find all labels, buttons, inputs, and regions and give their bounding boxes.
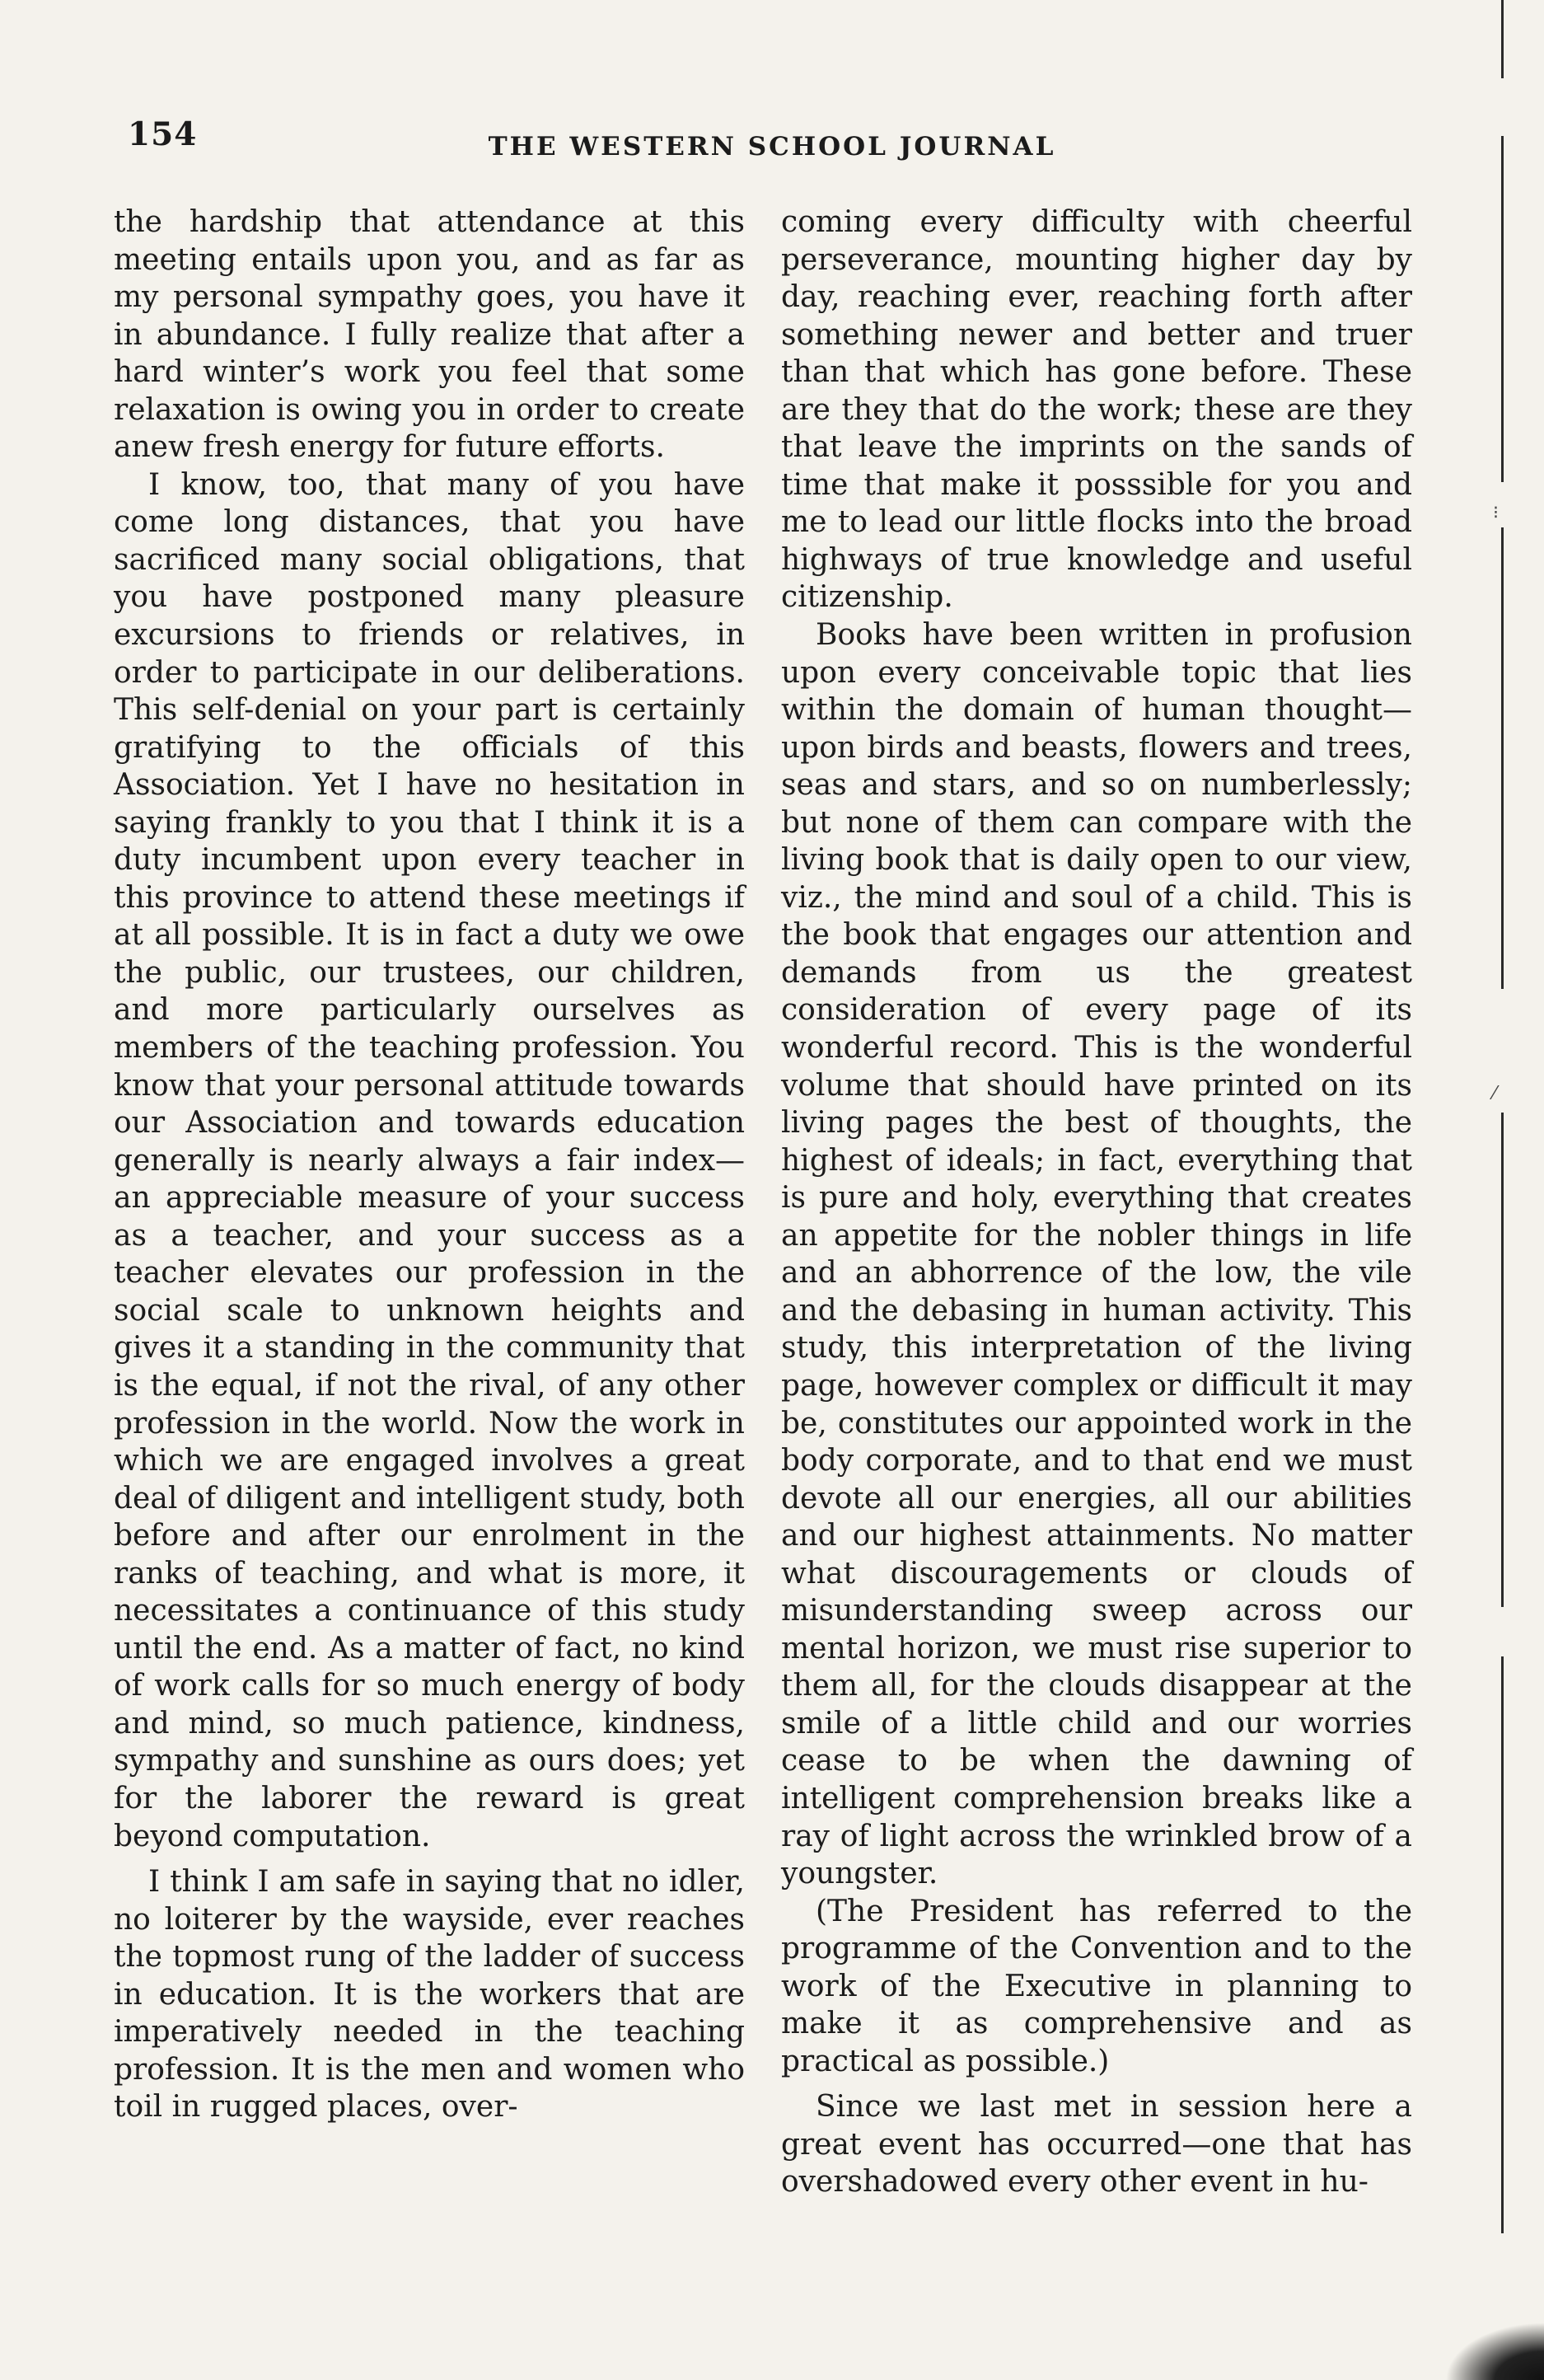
paragraph: I know, too, that many of you have come long distances, that you have sacrificed many social obligations, that you have postponed many pleasure excursions to friends or relatives, in order to participate in our deliberations. This self-denial on your part is certainly gratifying to the officials of this Association. Yet I have no hesitation in saying frankly to you that I think it is a duty incumbent upon every teacher in this province to attend these meetings if at all possible. It is in fact a duty we owe the public, our trustees, our children, and more particularly ourselves as members of the teaching profession. You know that your personal attitude towards our Association and towards education generally is nearly always a fair index—an appreciable measure of your success as a teacher, and your success as a teacher elevates our profession in the social scale to unknown heights and gives it a standing in the community that is the equal, if not the rival, of any other profession in the world. Now the work in which we are engaged involves a great deal of diligent and intelligent study, both before and after our enrolment in the ranks of teaching, and what is more, it necessitates a continuance of this study until the end. As a matter of fact, no kind of work calls for so much energy of body and mind, so much patience, kindness, sympathy and sunshine as ours does; yet for the laborer the reward is great beyond computation. <box>114 467 745 1853</box>
binding-edge-line <box>1501 0 1504 78</box>
paragraph: Books have been written in profusion upon every conceivable topic that lies within the domain of human thought—upon birds and beasts, flowers and trees, seas and stars, and so on numberlessly; but none of them can compare with the living book that is daily open to our view, viz., the mind and soul of a child. This is the book that engages our attention and demands from us the greatest consideration of every page of its wonderful record. This is the wonderful volume that should have printed on its living pages the best of thoughts, the highest of ideals; in fact, everything that is pure and holy, everything that creates an appetite for the nobler things in life and an abhorrence of the low, the vile and the debasing in human activity. This study, this interpretation of the living page, however complex or difficult it may be, constitutes our appointed work in the body corporate, and to that end we must devote all our energies, all our abilities and our highest attainments. No matter what discouragements or clouds of misunderstanding sweep across our mental horizon, we must rise superior to them all, for the clouds disappear at the smile of a little child and our worries cease to be when the dawning of intelligent comprehension breaks like a ray of light across the wrinkled brow of a youngster. <box>781 618 1412 1891</box>
left-column <box>114 204 745 2126</box>
binding-edge-line <box>1501 1113 1504 1607</box>
running-head: THE WESTERN SCHOOL JOURNAL <box>488 132 1056 162</box>
paragraph: the hardship that attendance at this meeting entails upon you, and as far as my personal sympathy goes, you have it in abundance. I fully realize that after a hard winter’s work you feel that some relaxation is owing you in order to create anew fresh energy for future efforts. <box>114 205 745 465</box>
paragraph: I think I am safe in saying that no idler, no loiterer by the wayside, ever reaches the topmost rung of the ladder of success in education. It is the workers that are imperatively needed in the teaching profession. It is the men and women who toil in rugged places, over- <box>114 1865 745 2125</box>
binding-edge-mark: ⁝ <box>1493 503 1499 523</box>
paragraph: (The President has referred to the programme of the Convention and to the work of the Executive in planning to make it as comprehensive and as practical as possible.) <box>781 1894 1412 2078</box>
page-number: 154 <box>128 115 198 153</box>
paragraph: coming every difficulty with cheerful perseverance, mounting higher day by day, reaching ever, reaching forth after something newer and better and truer than that which has gone before. These are they that do the work; these are they that leave the imprints on the sands of time that make it posssible for you and me to lead our little flocks into the broad highways of true knowledge and useful citizenship. <box>781 205 1412 615</box>
binding-edge-line <box>1501 527 1504 989</box>
corner-ink-blot <box>1445 2322 1544 2380</box>
binding-edge-line <box>1501 1656 1504 2233</box>
paragraph: Since we last met in session here a great event has occurred—one that has overshadowed every other event in hu- <box>781 2090 1412 2200</box>
binding-edge-line <box>1501 136 1504 482</box>
right-column <box>781 204 1412 2201</box>
binding-edge-mark: ⁄ <box>1493 1084 1496 1104</box>
